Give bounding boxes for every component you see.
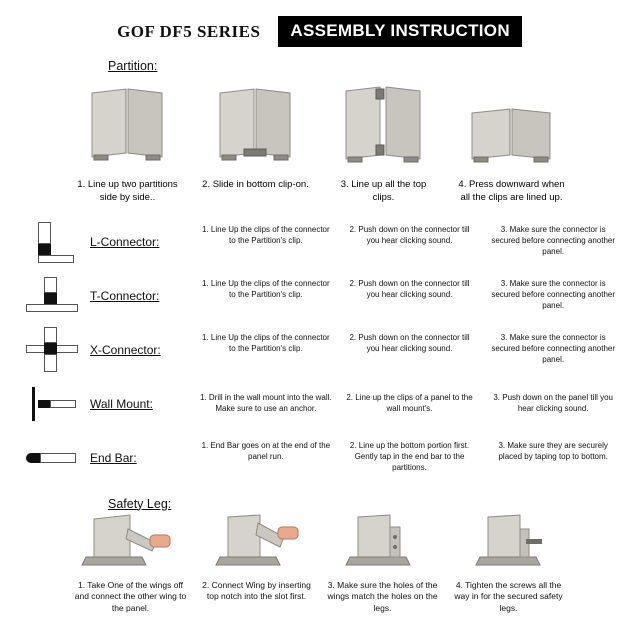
connector-step: 1. Line Up the clips of the connector to the Partition's clip. xyxy=(202,225,330,246)
t-connector-icon-cell xyxy=(0,277,86,315)
l-connector-icon-cell xyxy=(0,222,86,262)
partition-panel-art-2 xyxy=(202,79,310,169)
line-up-top-clips-icon xyxy=(330,79,438,169)
x-connector-icon xyxy=(26,327,78,373)
connector-step: 1. Drill in the wall mount into the wall. Make sure to use an anchor. xyxy=(200,392,332,413)
connector-step: 3. Make sure they are securely placed by taping top to bottom. xyxy=(498,441,608,462)
safety-leg-step-4 xyxy=(450,513,568,614)
partition-step-4 xyxy=(458,79,566,205)
brand-title: GOF DF5 SERIES xyxy=(117,21,261,41)
connector-steps-l xyxy=(194,225,639,257)
safety-leg-step-2 xyxy=(198,513,316,614)
l-connector-icon xyxy=(30,222,74,262)
partition-step-3-caption: 3. Line up all the top clips. xyxy=(340,179,427,203)
connector-step: 3. Make sure the connector is secured before connecting another panel. xyxy=(491,279,615,311)
page-title: ASSEMBLY INSTRUCTION xyxy=(278,16,521,47)
connector-step: 2. Push down on the connector till you hear clicking sound. xyxy=(349,279,470,300)
safety-leg-step-3 xyxy=(324,513,442,614)
safety-leg-art-2 xyxy=(198,513,316,575)
tighten-screws-icon xyxy=(450,513,568,575)
safety-leg-step-3-caption: 3. Make sure the holes of the wings match the holes on the legs. xyxy=(327,579,438,613)
slide-bottom-clip-icon xyxy=(202,79,310,169)
connect-wing-icon xyxy=(198,513,316,575)
end-bar-icon-cell xyxy=(0,451,86,465)
t-connector-icon xyxy=(26,277,78,315)
connector-row-x xyxy=(0,323,639,377)
connector-row-wall-mount xyxy=(0,377,639,431)
connector-list xyxy=(0,215,639,485)
partition-steps-row xyxy=(0,79,639,205)
partition-step-1 xyxy=(74,79,182,205)
two-panels-side-by-side-icon xyxy=(74,79,182,169)
safety-leg-step-1 xyxy=(72,513,190,614)
connector-steps-t xyxy=(194,279,639,311)
connector-steps-x xyxy=(194,333,639,365)
connector-name-wall-mount: Wall Mount: xyxy=(90,396,153,411)
wall-mount-icon-cell xyxy=(0,387,86,421)
safety-leg-art-4 xyxy=(450,513,568,575)
connector-step: 1. End Bar goes on at the end of the panel run. xyxy=(201,441,331,462)
connector-step: 3. Push down on the panel till you hear clicking sound. xyxy=(493,392,613,413)
connector-steps-end-bar xyxy=(194,441,639,473)
safety-leg-step-1-caption: 1. Take One of the wings off and connect the other wing to the panel. xyxy=(74,579,187,613)
connector-name-end-bar: End Bar: xyxy=(90,450,137,465)
connector-step: 2. Line up the bottom portion first. Gently tap in the end bar to the partitions. xyxy=(349,441,470,473)
connector-step: 1. Line Up the clips of the connector to the Partition's clip. xyxy=(202,333,330,354)
partition-panel-art-1 xyxy=(74,79,182,169)
safety-leg-art-1 xyxy=(72,513,190,575)
press-downward-icon xyxy=(458,79,566,169)
connector-row-t xyxy=(0,269,639,323)
connector-name-l: L-Connector: xyxy=(90,234,160,249)
partition-step-4-caption: 4. Press downward when all the clips are lined up. xyxy=(458,179,565,203)
partition-step-3 xyxy=(330,79,438,205)
wall-mount-icon xyxy=(26,387,78,421)
partition-step-1-caption: 1. Line up two partitions side by side.. xyxy=(77,179,178,203)
connector-row-l xyxy=(0,215,639,269)
x-connector-icon-cell xyxy=(0,327,86,373)
connector-row-end-bar xyxy=(0,431,639,485)
partition-panel-art-3 xyxy=(330,79,438,169)
connector-step: 3. Make sure the connector is secured before connecting another panel. xyxy=(491,225,615,257)
safety-leg-section-label: Safety Leg: xyxy=(108,496,172,511)
remove-wing-icon xyxy=(72,513,190,575)
connector-name-t: T-Connector: xyxy=(90,288,160,303)
connector-step: 2. Line up the clips of a panel to the wall mount's. xyxy=(346,392,473,413)
safety-leg-step-2-caption: 2. Connect Wing by inserting top notch into the slot first. xyxy=(202,579,311,602)
connector-step: 2. Push down on the connector till you hear clicking sound. xyxy=(349,225,470,246)
align-holes-icon xyxy=(324,513,442,575)
partition-step-2 xyxy=(202,79,310,205)
partition-panel-art-4 xyxy=(458,79,566,169)
header xyxy=(0,0,639,47)
safety-leg-steps-row xyxy=(0,513,639,614)
connector-steps-wall-mount xyxy=(194,393,639,415)
connector-step: 1. Line Up the clips of the connector to the Partition's clip. xyxy=(202,279,330,300)
safety-leg-art-3 xyxy=(324,513,442,575)
partition-section-label: Partition: xyxy=(108,59,158,73)
end-bar-icon xyxy=(26,451,78,465)
connector-name-x: X-Connector: xyxy=(90,342,161,357)
connector-step: 3. Make sure the connector is secured before connecting another panel. xyxy=(491,333,615,365)
connector-step: 2. Push down on the connector till you hear clicking sound. xyxy=(349,333,470,354)
safety-leg-step-4-caption: 4. Tighten the screws all the way in for the secured safety legs. xyxy=(454,579,563,613)
partition-step-2-caption: 2. Slide in bottom clip-on. xyxy=(202,179,309,190)
